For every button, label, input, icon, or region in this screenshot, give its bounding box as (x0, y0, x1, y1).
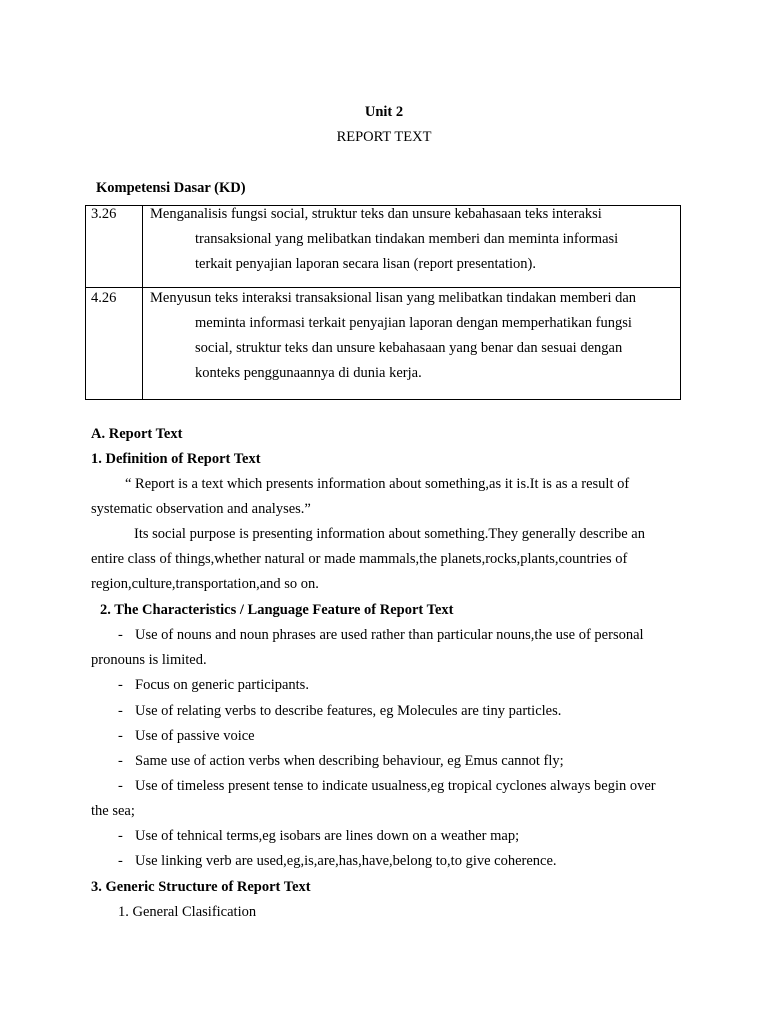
kd-row (86, 288, 681, 400)
kd-line: Menyusun teks interaksi transaksional lisan yang melibatkan tindakan memberi dan (150, 290, 637, 306)
list-dash: - (118, 828, 123, 844)
kd-number: 4.26 (91, 290, 117, 306)
list-dash: - (118, 703, 123, 719)
list-item-text: Use of relating verbs to describe features, eg Molecules are tiny particles. (135, 703, 562, 719)
kd-number: 3.26 (91, 206, 117, 222)
list-item-continuation: pronouns is limited. (91, 652, 207, 668)
list-item-text: Use of timeless present tense to indicate usualness,eg tropical cyclones always begin over (135, 778, 656, 794)
list-dash: - (118, 778, 123, 794)
kd-description-cell (143, 206, 681, 288)
kd-heading: Kompetensi Dasar (KD) (96, 180, 246, 196)
list-item-text: Focus on generic participants. (135, 677, 309, 693)
purpose-line: entire class of things,whether natural or made mammals,the planets,rocks,plants,countries of (91, 551, 628, 567)
list-item-text: Use linking verb are used,eg,is,are,has,have,belong to,to give coherence. (135, 853, 557, 869)
list-dash: - (118, 753, 123, 769)
structure-item: 1. General Clasification (118, 904, 257, 920)
definition-heading: 1. Definition of Report Text (91, 451, 261, 467)
unit-label: Unit 2 (364, 104, 404, 120)
list-dash: - (118, 627, 123, 643)
kd-number-cell (86, 288, 143, 400)
list-item-text: Use of nouns and noun phrases are used rather than particular nouns,the use of personal (135, 627, 644, 643)
kd-description-cell (143, 288, 681, 400)
list-item-text: Same use of action verbs when describing behaviour, eg Emus cannot fly; (135, 753, 564, 769)
kd-line: social, struktur teks dan unsure kebahasaan yang benar dan sesuai dengan (195, 340, 623, 356)
purpose-line: Its social purpose is presenting information about something.They generally describe an (134, 526, 645, 542)
section-a-heading: A. Report Text (91, 426, 183, 442)
list-item-continuation: the sea; (91, 803, 135, 819)
structure-heading: 3. Generic Structure of Report Text (91, 879, 311, 895)
purpose-line: region,culture,transportation,and so on. (91, 576, 319, 592)
kd-table (85, 205, 681, 400)
kd-number-cell (86, 206, 143, 288)
list-item-text: Use of passive voice (135, 728, 255, 744)
list-item-text: Use of tehnical terms,eg isobars are lines down on a weather map; (135, 828, 520, 844)
kd-line: Menganalisis fungsi social, struktur teks dan unsure kebahasaan teks interaksi (150, 206, 602, 222)
list-dash: - (118, 728, 123, 744)
characteristics-heading: 2. The Characteristics / Language Feature of Report Text (100, 602, 454, 618)
list-dash: - (118, 853, 123, 869)
kd-line: meminta informasi terkait penyajian laporan dengan memperhatikan fungsi (195, 315, 632, 331)
kd-line: terkait penyajian laporan secara lisan (report presentation). (195, 256, 536, 272)
definition-line: systematic observation and analyses.” (91, 501, 311, 517)
definition-line: “ Report is a text which presents information about something,as it is.It is as a result of (125, 476, 630, 492)
kd-line: transaksional yang melibatkan tindakan memberi dan meminta informasi (195, 231, 619, 247)
page-title: REPORT TEXT (336, 129, 432, 145)
list-dash: - (118, 677, 123, 693)
kd-row (86, 206, 681, 288)
kd-line: konteks penggunaannya di dunia kerja. (195, 365, 422, 381)
